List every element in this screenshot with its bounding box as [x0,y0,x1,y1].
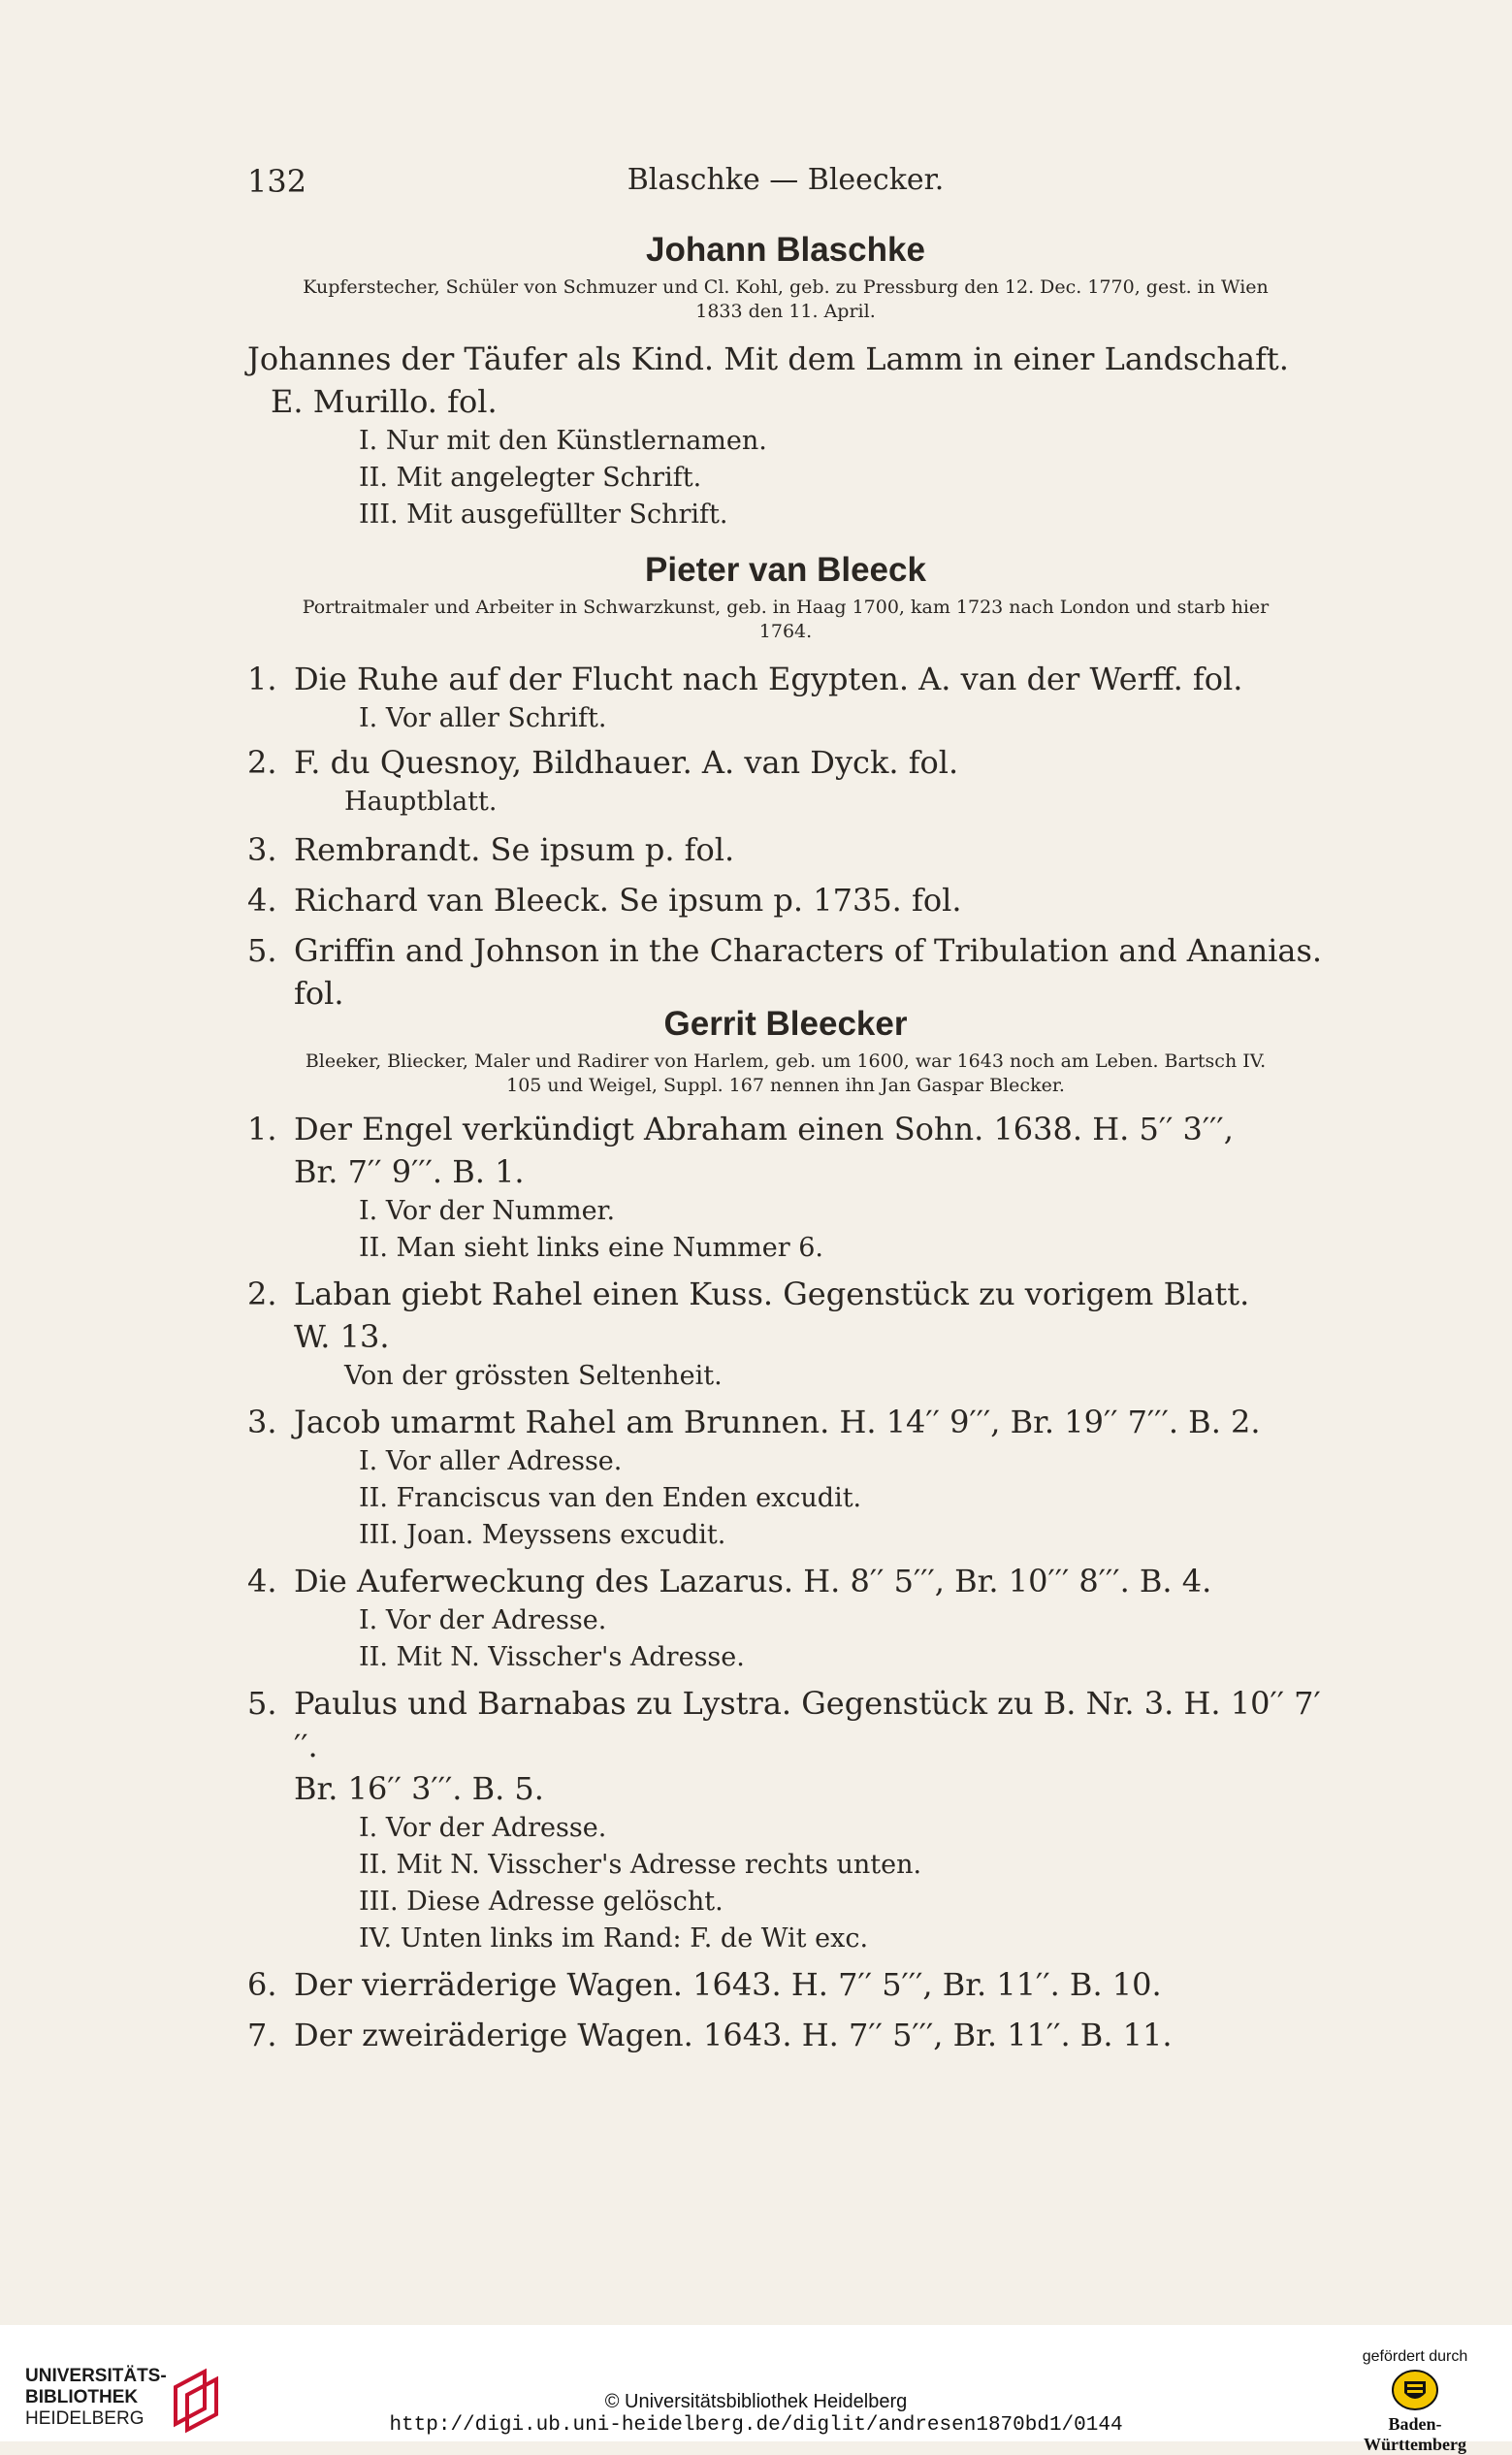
biography: Kupferstecher, Schüler von Schmuzer und Cl. Kohl, geb. zu Pressburg den 12. Dec. 1770, gest. in Wien 1833 den 11. April. [303,276,1269,322]
entry-text: Richard van Bleeck. Se ipsum p. 1735. fol. [294,882,962,919]
entry-text: Paulus und Barnabas zu Lystra. Gegenstück zu B. Nr. 3. H. 10′′ 7′′′. [294,1685,1321,1764]
entry-text: F. du Quesnoy, Bildhauer. A. van Dyck. fol. [294,744,959,781]
biography: Bleeker, Bliecker, Maler und Radirer von Harlem, geb. um 1600, war 1643 noch am Leben. Bartsch IV. 105 und Weigel, Suppl. 167 nennen ihn Jan Gaspar Blecker. [305,1050,1267,1096]
entry-number: 4. [247,882,277,919]
entry-text: Griffin and Johnson in the Characters of Tribulation and Ananias. fol. [294,932,1323,1012]
entry-text: Der vierräderige Wagen. 1643. H. 7′′ 5′′′, Br. 11′′. B. 10. [294,1966,1162,2003]
state-line: II. Man sieht links eine Nummer 6. [359,1233,823,1263]
state-line: I. Vor der Nummer. [359,1196,616,1226]
catalog-entry [247,1108,1324,1193]
library-name-line: UNIVERSITÄTS- [25,2366,167,2386]
catalog-entry [247,929,1324,1015]
catalog-entry [247,879,1324,921]
catalog-entry [247,828,1324,871]
state-coat-of-arms-icon [1391,2368,1439,2412]
copyright-notice: © Universitätsbibliothek Heidelberg [604,2391,908,2412]
section-heading: Pieter van Bleeck [645,551,926,589]
running-title: Blaschke — Bleecker. [627,163,945,197]
state-line: II. Franciscus van den Enden excudit. [359,1483,862,1513]
entry-continuation: W. 13. [294,1318,390,1355]
state-line: II. Mit angelegter Schrift. [359,463,702,493]
entry-number: 1. [247,661,277,697]
catalog-entry [247,2014,1324,2056]
entry-text: Laban giebt Rahel einen Kuss. Gegenstück zu vorigem Blatt. [294,1276,1250,1312]
biography: Portraitmaler und Arbeiter in Schwarzkunst, geb. in Haag 1700, kam 1723 nach London und starb hier 1764. [302,597,1270,642]
entry-text: Die Auferweckung des Lazarus. H. 8′′ 5′′′, Br. 10′′′ 8′′′. B. 4. [294,1563,1212,1599]
page-number: 132 [247,163,307,200]
library-name-line: HEIDELBERG [25,2408,145,2429]
entry-number: 4. [247,1563,277,1599]
entry-text: Die Ruhe auf der Flucht nach Egypten. A. van der Werff. fol. [294,661,1243,697]
entry-continuation: Br. 16′′ 3′′′. B. 5. [294,1770,544,1807]
entry-number: 1. [247,1111,277,1147]
catalog-entry [247,338,1324,423]
state-line: II. Mit N. Visscher's Adresse. [359,1642,745,1672]
entry-number: 6. [247,1966,277,2003]
entry-text: Rembrandt. Se ipsum p. fol. [294,831,735,868]
state-line: III. Mit ausgefüllter Schrift. [359,500,728,530]
state-line: III. Diese Adresse gelöscht. [359,1887,724,1917]
entry-number: 5. [247,1685,277,1722]
state-line: I. Vor aller Adresse. [359,1446,623,1476]
entry-text: Der Engel verkündigt Abraham einen Sohn. 1638. H. 5′′ 3′′′, [294,1111,1234,1147]
catalog-entry [247,1963,1324,2006]
state-line: IV. Unten links im Rand: F. de Wit exc. [359,1923,869,1954]
catalog-entry [247,1560,1324,1602]
catalog-entry [247,658,1324,700]
entry-continuation: E. Murillo. fol. [271,383,498,420]
entry-number: 2. [247,1276,277,1312]
sponsor-name: Baden-Württemberg [1364,2414,1466,2454]
library-name-line: BIBLIOTHEK [25,2387,139,2407]
section-gerrit-bleecker [247,1005,1324,2056]
sponsor-label: gefördert durch [1362,2348,1468,2365]
state-line: III. Joan. Meyssens excudit. [359,1520,726,1550]
entry-number: 5. [247,932,277,969]
entry-number: 3. [247,1404,277,1440]
state-line: II. Mit N. Visscher's Adresse rechts unten. [359,1850,922,1880]
entry-number: 3. [247,831,277,868]
section-heading: Johann Blaschke [646,231,925,269]
entry-text: Jacob umarmt Rahel am Brunnen. H. 14′′ 9′′′, Br. 19′′ 7′′′. B. 2. [294,1404,1261,1440]
entry-note: Von der grössten Seltenheit. [344,1361,723,1391]
entry-text: Johannes der Täufer als Kind. Mit dem Lamm in einer Landschaft. [247,340,1289,377]
catalog-entry [247,1273,1324,1358]
entry-continuation: Br. 7′′ 9′′′. B. 1. [294,1153,525,1190]
catalog-entry [247,741,1324,784]
sponsor-block[interactable] [1337,2348,1493,2454]
section-johann-blaschke [247,231,1324,533]
section-heading: Gerrit Bleecker [663,1005,908,1043]
state-line: I. Vor der Adresse. [359,1813,607,1843]
digitization-footer [0,2325,1512,2454]
page-header [247,163,1324,202]
section-pieter-van-bleeck [247,551,1324,1015]
state-line: I. Nur mit den Künstlernamen. [359,426,767,456]
entry-number: 2. [247,744,277,781]
entry-text: Der zweiräderige Wagen. 1643. H. 7′′ 5′′′, Br. 11′′. B. 11. [294,2017,1173,2053]
catalog-entry [247,1682,1324,1810]
state-line: I. Vor aller Schrift. [359,703,607,733]
permalink-url[interactable]: http://digi.ub.uni-heidelberg.de/diglit/andresen1870bd1/0144 [389,2414,1123,2437]
state-line: I. Vor der Adresse. [359,1605,607,1635]
catalog-entry [247,1401,1324,1443]
entry-note: Hauptblatt. [344,787,498,817]
entry-number: 7. [247,2017,277,2053]
